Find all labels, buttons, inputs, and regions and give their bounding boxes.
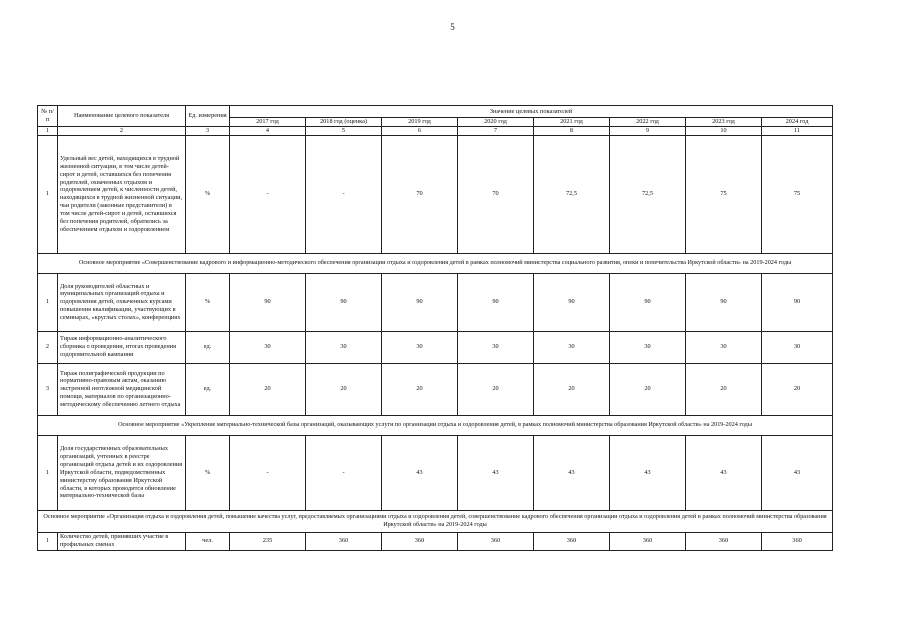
value-cell: 90: [382, 273, 458, 331]
unit-cell: %: [186, 273, 230, 331]
unit-cell: ед.: [186, 363, 230, 415]
value-cell: 75: [686, 135, 762, 253]
value-cell: 90: [610, 273, 686, 331]
value-cell: 360: [762, 532, 833, 550]
header-year: 2020 год: [458, 118, 534, 127]
value-cell: 360: [686, 532, 762, 550]
section-row: [38, 253, 833, 273]
header-year: 2018 год (оценка): [306, 118, 382, 127]
col-number: 5: [306, 126, 382, 135]
value-cell: 90: [534, 273, 610, 331]
section-title: Основное мероприятие «Организация отдыха и оздоровления детей, повышение качества услуг, предоставляемых организациями отдыха и оздоровления детей, совершенствование кадрового обеспечения организации отдыха и оздоровления детей в рамках полномочий министерства образования Иркутской области» на 2019-2024 годы: [38, 510, 833, 532]
value-cell: 20: [458, 363, 534, 415]
value-cell: 43: [382, 435, 458, 510]
col-number: 11: [762, 126, 833, 135]
unit-cell: %: [186, 435, 230, 510]
col-number: 8: [534, 126, 610, 135]
page-number: 5: [450, 22, 455, 32]
value-cell: 20: [762, 363, 833, 415]
value-cell: 75: [762, 135, 833, 253]
row-number: 1: [38, 532, 58, 550]
value-cell: 90: [686, 273, 762, 331]
value-cell: 70: [458, 135, 534, 253]
row-number: 1: [38, 273, 58, 331]
header-name: Наименование целевого показателя: [58, 106, 186, 127]
value-cell: 360: [382, 532, 458, 550]
row-number: 2: [38, 331, 58, 363]
table-row: [38, 363, 833, 415]
value-cell: 30: [762, 331, 833, 363]
value-cell: 20: [230, 363, 306, 415]
value-cell: -: [230, 435, 306, 510]
value-cell: 43: [458, 435, 534, 510]
indicator-name: Тираж полиграфической продукции по нормативно-правовым актам, оказанию экстренной неотложной медицинской помощи, материалов по организационно-методическому обеспечению летнего отдыха: [58, 363, 186, 415]
value-cell: 30: [686, 331, 762, 363]
table-row: [38, 435, 833, 510]
value-cell: 90: [762, 273, 833, 331]
header-num: № п/п: [38, 106, 58, 127]
value-cell: 235: [230, 532, 306, 550]
row-number: 1: [38, 135, 58, 253]
unit-cell: ед.: [186, 331, 230, 363]
value-cell: -: [230, 135, 306, 253]
row-number: 1: [38, 435, 58, 510]
value-cell: 20: [534, 363, 610, 415]
value-cell: 72,5: [534, 135, 610, 253]
col-number: 6: [382, 126, 458, 135]
header-year: 2022 год: [610, 118, 686, 127]
col-number: 2: [58, 126, 186, 135]
section-title: Основное мероприятие «Совершенствование кадрового и информационно-методического обеспечения организации отдыха и оздоровления детей в рамках полномочий министерства социального развития, опеки и попечительства Иркутской области» на 2019-2024 годы: [38, 253, 833, 273]
value-cell: 20: [382, 363, 458, 415]
section-title: Основное мероприятие «Укрепление материально-технической базы организаций, оказывающих услуги по организации отдыха и оздоровления детей, в рамках полномочий министерства образования Иркутской области» на 2019-2024 годы: [38, 415, 833, 435]
table-row: [38, 532, 833, 550]
value-cell: 43: [686, 435, 762, 510]
value-cell: 360: [610, 532, 686, 550]
row-number: 3: [38, 363, 58, 415]
value-cell: 360: [534, 532, 610, 550]
value-cell: 70: [382, 135, 458, 253]
table-body: [38, 135, 833, 550]
header-year: 2017 год: [230, 118, 306, 127]
unit-cell: %: [186, 135, 230, 253]
value-cell: 20: [610, 363, 686, 415]
col-number: 10: [686, 126, 762, 135]
header-year: 2023 год: [686, 118, 762, 127]
header-values-group: Значение целевых показателей: [230, 106, 833, 118]
value-cell: -: [306, 435, 382, 510]
target-indicators-table: [37, 105, 833, 551]
value-cell: 90: [306, 273, 382, 331]
value-cell: 43: [610, 435, 686, 510]
value-cell: 30: [230, 331, 306, 363]
header-unit: Ед. измерения: [186, 106, 230, 127]
value-cell: 90: [458, 273, 534, 331]
indicator-name: Тираж информационно-аналитического сборника о проведении, итогах проведения оздоровительной кампании: [58, 331, 186, 363]
col-number: 4: [230, 126, 306, 135]
value-cell: 360: [306, 532, 382, 550]
value-cell: 43: [534, 435, 610, 510]
col-number: 9: [610, 126, 686, 135]
value-cell: 30: [382, 331, 458, 363]
value-cell: 30: [306, 331, 382, 363]
table-row: [38, 273, 833, 331]
header-year: 2021 год: [534, 118, 610, 127]
header-year: 2024 год: [762, 118, 833, 127]
indicator-name: Удельный вес детей, находящихся в трудной жизненной ситуации, в том числе детей-сирот и детей, оставшихся без попечения родителей, охваченных отдыхом и оздоровлением детей, к численности детей, находящихся в трудной жизненной ситуации, чьи родители (законные представители) в том числе детей-сирот и детей, оставшихся без попечения родителей, обратились за обеспечением отдыхом и оздоровлением: [58, 135, 186, 253]
value-cell: 30: [534, 331, 610, 363]
col-number: 7: [458, 126, 534, 135]
indicator-name: Доля государственных образовательных организаций, учтенных в реестре организаций отдыха детей и их оздоровления Иркутской области, подведомственных министерству образования Иркутской области, в которых проводится обновление материально-технической базы: [58, 435, 186, 510]
header-year: 2019 год: [382, 118, 458, 127]
col-number: 3: [186, 126, 230, 135]
section-row: [38, 510, 833, 532]
value-cell: 30: [458, 331, 534, 363]
value-cell: 30: [610, 331, 686, 363]
value-cell: -: [306, 135, 382, 253]
table-row: [38, 331, 833, 363]
value-cell: 43: [762, 435, 833, 510]
indicator-name: Доля руководителей областных и муниципальных организаций отдыха и оздоровления детей, охваченных курсами повышения квалификации, участвующих в семинарах, «круглых столах», конференциях: [58, 273, 186, 331]
section-row: [38, 415, 833, 435]
table-row: [38, 135, 833, 253]
table-header: [38, 106, 833, 136]
indicator-name: Количество детей, принявших участие в профильных сменах: [58, 532, 186, 550]
value-cell: 20: [686, 363, 762, 415]
value-cell: 360: [458, 532, 534, 550]
value-cell: 72,5: [610, 135, 686, 253]
col-number: 1: [38, 126, 58, 135]
unit-cell: чел.: [186, 532, 230, 550]
value-cell: 90: [230, 273, 306, 331]
value-cell: 20: [306, 363, 382, 415]
